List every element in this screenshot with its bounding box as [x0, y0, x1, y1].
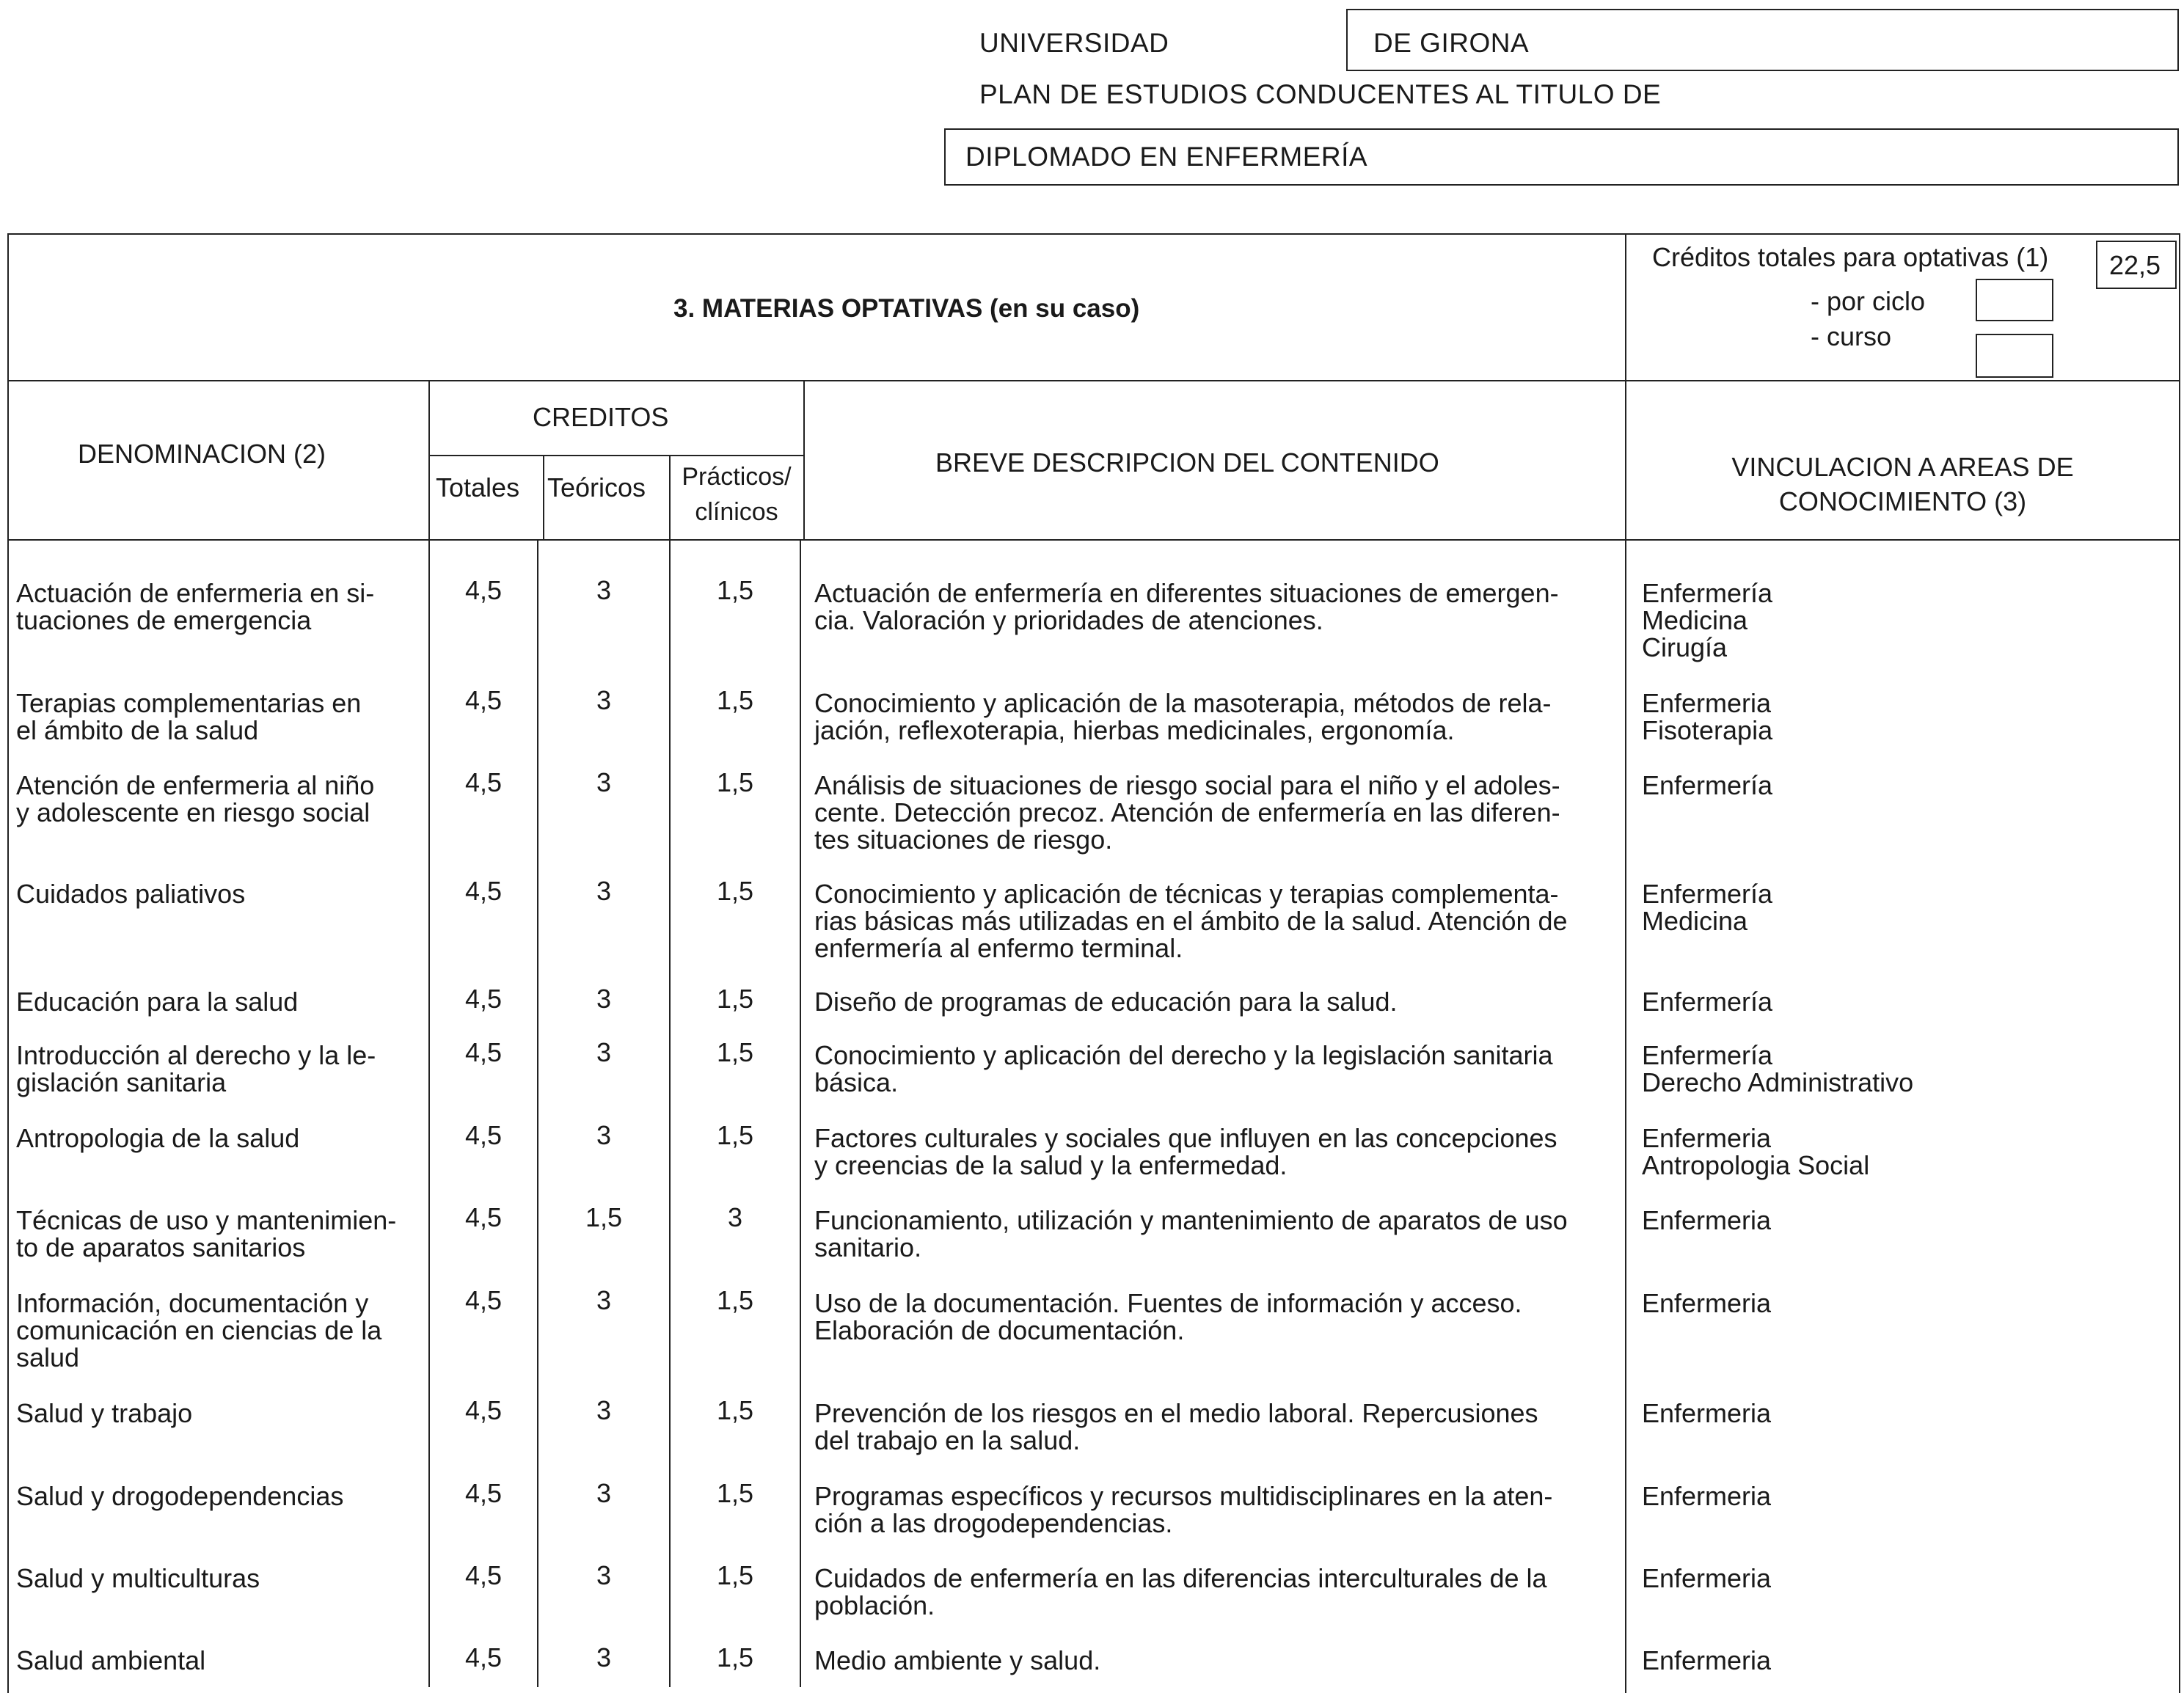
row-descripcion: jación, reflexoterapia, hierbas medicinales, ergonomía. [814, 715, 1455, 745]
col-divider-totales [543, 455, 544, 539]
row-area: Derecho Administrativo [1642, 1067, 1914, 1097]
row-denominacion: Atención de enfermeria al niño [16, 770, 375, 800]
row-descripcion: Diseño de programas de educación para la salud. [814, 987, 1398, 1017]
creditos-subheader-line [428, 455, 804, 456]
row-area: Enfermería [1642, 1040, 1773, 1070]
row-totales: 4,5 [464, 685, 503, 715]
row-totales: 4,5 [464, 1395, 503, 1425]
row-denominacion: Terapias complementarias en [16, 688, 362, 718]
row-area: Enfermeria [1642, 1398, 1772, 1428]
row-descripcion: Análisis de situaciones de riesgo social para el niño y el adoles- [814, 770, 1560, 800]
row-descripcion: del trabajo en la salud. [814, 1425, 1081, 1455]
row-denominacion: Salud ambiental [16, 1645, 206, 1675]
row-teoricos: 3 [596, 1478, 612, 1508]
row-area: Enfermeria [1642, 1288, 1772, 1318]
row-totales: 4,5 [464, 1642, 503, 1672]
row-area: Enfermeria [1642, 1645, 1772, 1675]
row-totales: 4,5 [464, 1285, 503, 1315]
creditos-totales-box [2096, 241, 2177, 289]
row-denominacion: y adolescente en riesgo social [16, 797, 370, 827]
creditos-totales-label: Créditos totales para optativas (1) [1652, 242, 2049, 272]
row-area: Cirugía [1642, 632, 1728, 662]
row-area: Medicina [1642, 906, 1748, 936]
row-descripcion: Medio ambiente y salud. [814, 1645, 1101, 1675]
row-totales: 4,5 [464, 1037, 503, 1067]
row-area: Enfermeria [1642, 1563, 1772, 1593]
row-descripcion: Conocimiento y aplicación de técnicas y terapias complementa- [814, 879, 1559, 909]
row-totales: 4,5 [464, 767, 503, 797]
row-totales: 4,5 [464, 984, 503, 1014]
row-descripcion: Elaboración de documentación. [814, 1315, 1185, 1345]
row-practicos: 1,5 [716, 1560, 754, 1590]
creditos-totales-value: 22,5 [2109, 250, 2161, 280]
row-practicos: 1,5 [716, 575, 754, 605]
row-practicos: 1,5 [716, 1120, 754, 1150]
row-descripcion: Uso de la documentación. Fuentes de información y acceso. [814, 1288, 1522, 1318]
row-descripcion: Conocimiento y aplicación del derecho y la legislación sanitaria [814, 1040, 1553, 1070]
row-practicos: 1,5 [716, 767, 754, 797]
curso-box [1976, 334, 2053, 378]
row-descripcion: ción a las drogodependencias. [814, 1508, 1173, 1538]
header-denominacion: DENOMINACION (2) [78, 439, 326, 469]
row-practicos: 1,5 [716, 984, 754, 1014]
header-vinculacion-line1: VINCULACION A AREAS DE [1731, 452, 2074, 482]
row-practicos: 1,5 [716, 876, 754, 906]
body-divider-4 [800, 539, 801, 1687]
header-descripcion: BREVE DESCRIPCION DEL CONTENIDO [935, 447, 1439, 478]
row-area: Enfermeria [1642, 688, 1772, 718]
row-denominacion: Información, documentación y [16, 1288, 369, 1318]
row-descripcion: Actuación de enfermería en diferentes situaciones de emergen- [814, 578, 1559, 608]
row-area: Enfermería [1642, 770, 1773, 800]
row-denominacion: Actuación de enfermeria en si- [16, 578, 375, 608]
row-denominacion: Salud y trabajo [16, 1398, 193, 1428]
row-denominacion: gislación sanitaria [16, 1067, 227, 1097]
row-descripcion: enfermería al enfermo terminal. [814, 933, 1183, 963]
row-teoricos: 3 [596, 876, 612, 906]
row-descripcion: Funcionamiento, utilización y mantenimiento de aparatos de uso [814, 1205, 1568, 1235]
row-practicos: 3 [727, 1202, 743, 1232]
por-ciclo-label: - por ciclo [1811, 286, 1926, 316]
row-descripcion: cente. Detección precoz. Atención de enfermería en las diferen- [814, 797, 1560, 827]
row-denominacion: Cuidados paliativos [16, 879, 246, 909]
row-denominacion: tuaciones de emergencia [16, 605, 312, 635]
header-creditos: CREDITOS [533, 402, 669, 432]
row-teoricos: 3 [596, 1037, 612, 1067]
col-divider-denominacion [428, 380, 430, 539]
row-teoricos: 3 [596, 767, 612, 797]
row-totales: 4,5 [464, 1202, 503, 1232]
titulo-value: DIPLOMADO EN ENFERMERÍA [965, 142, 1368, 172]
row-area: Enfermería [1642, 578, 1773, 608]
row-denominacion: comunicación en ciencias de la [16, 1315, 382, 1345]
titulo-box [944, 128, 2179, 186]
row-denominacion: Salud y drogodependencias [16, 1481, 344, 1511]
row-denominacion: el ámbito de la salud [16, 715, 259, 745]
row-teoricos: 3 [596, 1560, 612, 1590]
universidad-label: UNIVERSIDAD [979, 28, 1169, 58]
section-title: 3. MATERIAS OPTATIVAS (en su caso) [673, 294, 1140, 323]
row-descripcion: Factores culturales y sociales que influyen en las concepciones [814, 1123, 1557, 1153]
header-totales: Totales [436, 472, 520, 502]
row-denominacion: to de aparatos sanitarios [16, 1232, 306, 1262]
universidad-box [1346, 9, 2179, 71]
row-practicos: 1,5 [716, 1478, 754, 1508]
row-totales: 4,5 [464, 1560, 503, 1590]
row-denominacion: Antropologia de la salud [16, 1123, 300, 1153]
row-denominacion: Educación para la salud [16, 987, 299, 1017]
row-denominacion: Introducción al derecho y la le- [16, 1040, 376, 1070]
row-practicos: 1,5 [716, 1642, 754, 1672]
header-vinculacion-line2: CONOCIMIENTO (3) [1778, 486, 2027, 516]
row-totales: 4,5 [464, 1120, 503, 1150]
row-area: Antropologia Social [1642, 1150, 1870, 1180]
row-descripcion: Programas específicos y recursos multidisciplinares en la aten- [814, 1481, 1553, 1511]
header-practicos-line1: Prácticos/ [682, 463, 792, 491]
column-header-divider [7, 539, 2180, 541]
row-area: Medicina [1642, 605, 1748, 635]
row-teoricos: 3 [596, 685, 612, 715]
row-practicos: 1,5 [716, 1395, 754, 1425]
row-area: Enfermeria [1642, 1205, 1772, 1235]
header-teoricos: Teóricos [547, 472, 646, 502]
row-descripcion: tes situaciones de riesgo. [814, 824, 1113, 855]
col-divider-vinculacion [1625, 233, 1626, 1693]
row-descripcion: básica. [814, 1067, 899, 1097]
row-descripcion: rias básicas más utilizadas en el ámbito de la salud. Atención de [814, 906, 1568, 936]
row-teoricos: 3 [596, 575, 612, 605]
row-teoricos: 3 [596, 1395, 612, 1425]
row-area: Enfermería [1642, 987, 1773, 1017]
row-descripcion: Prevención de los riesgos en el medio laboral. Repercusiones [814, 1398, 1538, 1428]
header-practicos-line2: clínicos [695, 498, 778, 526]
row-area: Enfermeria [1642, 1481, 1772, 1511]
row-area: Enfermería [1642, 879, 1773, 909]
row-teoricos: 1,5 [585, 1202, 623, 1232]
row-descripcion: población. [814, 1590, 935, 1620]
plan-label: PLAN DE ESTUDIOS CONDUCENTES AL TITULO DE [979, 79, 1662, 109]
section-header-divider [7, 380, 2180, 381]
por-ciclo-box [1976, 279, 2053, 321]
row-area: Fisoterapia [1642, 715, 1773, 745]
row-descripcion: cia. Valoración y prioridades de atenciones. [814, 605, 1323, 635]
row-totales: 4,5 [464, 876, 503, 906]
row-descripcion: y creencias de la salud y la enfermedad. [814, 1150, 1288, 1180]
row-descripcion: Conocimiento y aplicación de la masoterapia, métodos de rela- [814, 688, 1552, 718]
row-teoricos: 3 [596, 1285, 612, 1315]
universidad-value: DE GIRONA [1373, 28, 1530, 58]
row-descripcion: Cuidados de enfermería en las diferencias interculturales de la [814, 1563, 1547, 1593]
row-denominacion: Técnicas de uso y mantenimien- [16, 1205, 397, 1235]
col-divider-creditos-right-header [803, 380, 805, 539]
row-denominacion: Salud y multiculturas [16, 1563, 260, 1593]
row-teoricos: 3 [596, 1120, 612, 1150]
curso-label: - curso [1811, 321, 1892, 351]
row-totales: 4,5 [464, 1478, 503, 1508]
row-denominacion: salud [16, 1342, 80, 1372]
row-area: Enfermeria [1642, 1123, 1772, 1153]
row-totales: 4,5 [464, 575, 503, 605]
row-descripcion: sanitario. [814, 1232, 922, 1262]
row-teoricos: 3 [596, 984, 612, 1014]
row-practicos: 1,5 [716, 1285, 754, 1315]
row-practicos: 1,5 [716, 1037, 754, 1067]
row-teoricos: 3 [596, 1642, 612, 1672]
row-practicos: 1,5 [716, 685, 754, 715]
